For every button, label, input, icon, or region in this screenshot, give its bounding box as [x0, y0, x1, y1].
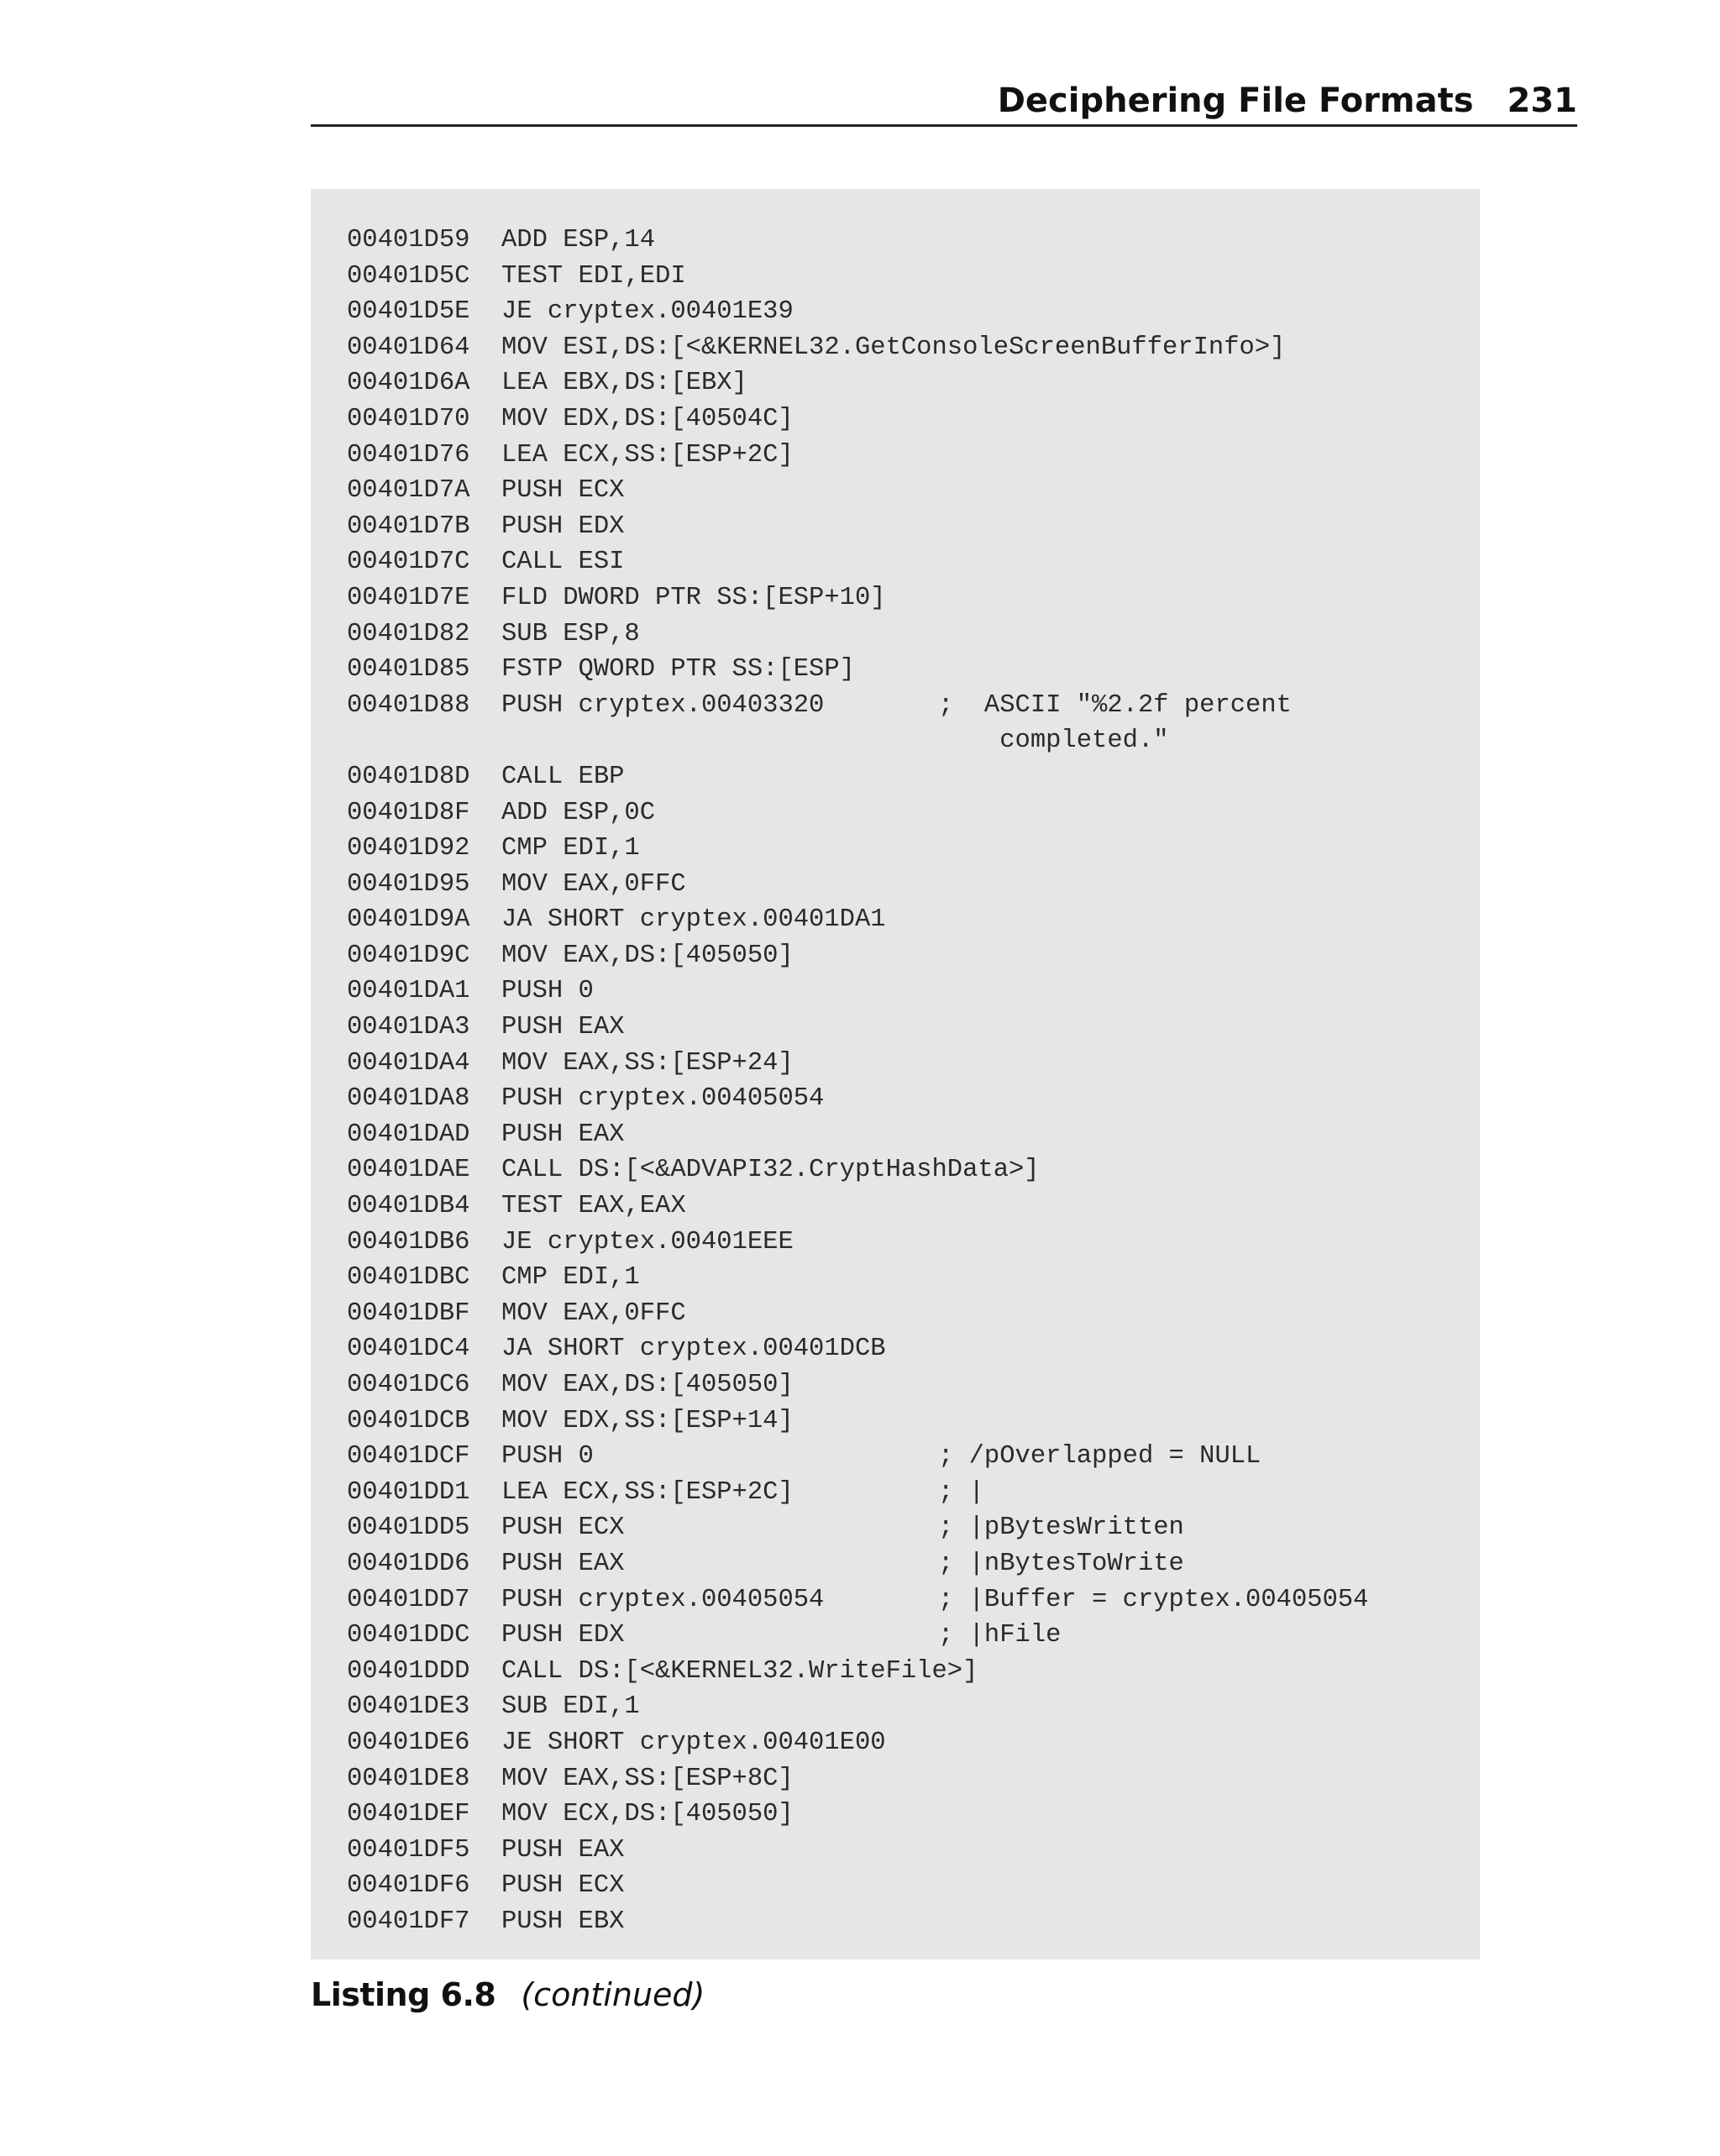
code-comment: ; |pBytesWritten [938, 1513, 1184, 1543]
code-line [347, 1260, 1368, 1296]
code-instruction: CALL ESI [501, 548, 625, 577]
code-line [347, 1904, 1368, 1940]
code-line [347, 509, 1368, 545]
code-instruction: PUSH EAX [501, 1013, 625, 1042]
code-address: 00401DEF [347, 1800, 470, 1829]
code-instruction: MOV EDX,DS:[40504C] [501, 404, 794, 433]
code-line [347, 1761, 1368, 1797]
code-address: 00401DDD [347, 1656, 470, 1686]
code-comment: ; ASCII "%2.2f percent [938, 690, 1292, 720]
code-line [347, 1725, 1368, 1761]
code-address: 00401D8D [347, 762, 470, 791]
code-instruction: PUSH ECX [501, 1871, 625, 1901]
code-line [347, 1152, 1368, 1188]
code-instruction: CALL DS:[<&ADVAPI32.CryptHashData>] [501, 1156, 1040, 1185]
code-line [347, 438, 1368, 474]
code-line [347, 223, 1368, 259]
code-instruction: FLD DWORD PTR SS:[ESP+10] [501, 583, 886, 612]
code-line [347, 1797, 1368, 1833]
code-address: 00401DB6 [347, 1227, 470, 1256]
code-line [347, 616, 1368, 653]
code-instruction: SUB ESP,8 [501, 619, 640, 648]
code-line [347, 1546, 1368, 1582]
code-instruction: PUSH 0 [501, 977, 594, 1006]
code-line [347, 652, 1368, 688]
code-instruction: LEA ECX,SS:[ESP+2C] [501, 440, 794, 469]
code-line [347, 1833, 1368, 1869]
code-comment: ; |Buffer = cryptex.00405054 [938, 1585, 1369, 1614]
code-line [347, 688, 1368, 724]
code-line [347, 1010, 1368, 1046]
code-instruction: MOV EDX,SS:[ESP+14] [501, 1406, 794, 1435]
code-address: 00401DA4 [347, 1048, 470, 1078]
code-instruction: PUSH 0 [501, 1442, 594, 1471]
code-address: 00401DD6 [347, 1549, 470, 1578]
code-instruction: PUSH EDX [501, 511, 625, 541]
code-address: 00401D8F [347, 798, 470, 827]
page-number: 231 [1507, 81, 1577, 120]
code-instruction: JE cryptex.00401E39 [501, 297, 794, 327]
code-line [347, 938, 1368, 974]
code-instruction: SUB EDI,1 [501, 1692, 640, 1722]
code-line [347, 294, 1368, 330]
code-address: 00401DAD [347, 1120, 470, 1149]
code-address: 00401DCB [347, 1406, 470, 1435]
code-instruction: MOV EAX,DS:[405050] [501, 941, 794, 970]
code-line [347, 973, 1368, 1010]
code-address: 00401DE6 [347, 1728, 470, 1757]
code-address: 00401DE8 [347, 1764, 470, 1793]
code-address: 00401D88 [347, 690, 470, 720]
code-instruction: TEST EDI,EDI [501, 261, 686, 291]
code-instruction: MOV EAX,SS:[ESP+24] [501, 1048, 794, 1078]
code-line [347, 1331, 1368, 1367]
code-address: 00401DD5 [347, 1513, 470, 1543]
code-line [347, 1081, 1368, 1117]
code-line [347, 544, 1368, 580]
code-instruction: JA SHORT cryptex.00401DCB [501, 1335, 886, 1364]
code-instruction [501, 723, 938, 759]
code-lines [347, 223, 1368, 1940]
code-address: 00401DC6 [347, 1371, 470, 1399]
code-address: 00401D7B [347, 511, 470, 541]
code-instruction: PUSH EDX [501, 1621, 625, 1650]
code-instruction: PUSH EBX [501, 1907, 625, 1936]
code-address: 00401DDC [347, 1621, 470, 1650]
code-address: 00401DBF [347, 1298, 470, 1328]
code-line [347, 1689, 1368, 1725]
code-address: 00401D59 [347, 226, 470, 254]
code-line [347, 580, 1368, 616]
code-instruction: PUSH ECX [501, 1513, 625, 1543]
caption-note: (continued) [521, 1976, 705, 2013]
code-line [347, 723, 1368, 759]
running-header [311, 77, 1577, 127]
code-address: 00401D82 [347, 619, 470, 648]
code-address: 00401DE3 [347, 1692, 470, 1722]
code-line [347, 902, 1368, 938]
code-address: 00401D9A [347, 905, 470, 935]
code-comment: completed." [938, 727, 1169, 756]
code-address [347, 723, 501, 759]
code-instruction: PUSH EAX [501, 1835, 625, 1865]
code-instruction: CALL EBP [501, 762, 625, 791]
code-address: 00401DA1 [347, 977, 470, 1006]
code-address: 00401DCF [347, 1442, 470, 1471]
code-line [347, 759, 1368, 795]
code-line [347, 1618, 1368, 1654]
code-line [347, 473, 1368, 509]
code-instruction: MOV ECX,DS:[405050] [501, 1800, 794, 1829]
code-line [347, 1475, 1368, 1511]
code-address: 00401DBC [347, 1263, 470, 1293]
code-instruction: CALL DS:[<&KERNEL32.WriteFile>] [501, 1656, 978, 1686]
code-line [347, 259, 1368, 295]
code-instruction: TEST EAX,EAX [501, 1192, 686, 1221]
code-address: 00401D70 [347, 404, 470, 433]
code-line [347, 1225, 1368, 1261]
code-line [347, 1188, 1368, 1225]
code-address: 00401DF7 [347, 1907, 470, 1936]
code-address: 00401DD1 [347, 1477, 470, 1507]
code-line [347, 1367, 1368, 1403]
code-instruction: PUSH cryptex.00403320 [501, 690, 825, 720]
code-line [347, 330, 1368, 366]
code-line [347, 365, 1368, 401]
code-line [347, 795, 1368, 831]
code-address: 00401D85 [347, 655, 470, 685]
code-instruction: JE cryptex.00401EEE [501, 1227, 794, 1256]
code-instruction: CMP EDI,1 [501, 834, 640, 863]
code-line [347, 1582, 1368, 1618]
code-line [347, 1439, 1368, 1475]
code-address: 00401D5E [347, 297, 470, 327]
code-comment: ; /pOverlapped = NULL [938, 1442, 1261, 1471]
code-instruction: LEA EBX,DS:[EBX] [501, 369, 747, 398]
code-comment: ; | [938, 1477, 984, 1507]
code-line [347, 831, 1368, 867]
code-address: 00401DF6 [347, 1871, 470, 1901]
code-instruction: FSTP QWORD PTR SS:[ESP] [501, 655, 855, 685]
code-instruction: ADD ESP,0C [501, 798, 656, 827]
code-address: 00401D7A [347, 476, 470, 506]
code-comment: ; |hFile [938, 1621, 1062, 1650]
code-instruction: CMP EDI,1 [501, 1263, 640, 1293]
code-instruction: MOV EAX,0FFC [501, 1298, 686, 1328]
code-line [347, 867, 1368, 903]
code-line [347, 1296, 1368, 1332]
code-instruction: MOV EAX,DS:[405050] [501, 1371, 794, 1399]
code-instruction: PUSH EAX [501, 1549, 625, 1578]
code-line [347, 1046, 1368, 1082]
code-address: 00401DA3 [347, 1013, 470, 1042]
code-address: 00401DB4 [347, 1192, 470, 1221]
section-title: Deciphering File Formats [997, 81, 1474, 120]
code-address: 00401D76 [347, 440, 470, 469]
code-instruction: ADD ESP,14 [501, 226, 656, 254]
code-line [347, 1117, 1368, 1153]
code-line [347, 1403, 1368, 1440]
code-address: 00401D7E [347, 583, 470, 612]
code-instruction: PUSH cryptex.00405054 [501, 1585, 825, 1614]
code-address: 00401D5C [347, 261, 470, 291]
code-address: 00401D95 [347, 869, 470, 899]
code-instruction: MOV ESI,DS:[<&KERNEL32.GetConsoleScreenBufferInfo>] [501, 333, 1286, 362]
code-comment: ; |nBytesToWrite [938, 1549, 1184, 1578]
code-instruction: MOV EAX,0FFC [501, 869, 686, 899]
code-line [347, 1868, 1368, 1904]
code-instruction: PUSH ECX [501, 476, 625, 506]
code-line [347, 1654, 1368, 1690]
code-instruction: PUSH EAX [501, 1120, 625, 1149]
code-address: 00401DF5 [347, 1835, 470, 1865]
code-instruction: JA SHORT cryptex.00401DA1 [501, 905, 886, 935]
code-line [347, 401, 1368, 438]
code-address: 00401D9C [347, 941, 470, 970]
code-line [347, 1510, 1368, 1546]
code-instruction: PUSH cryptex.00405054 [501, 1084, 825, 1114]
code-instruction: MOV EAX,SS:[ESP+8C] [501, 1764, 794, 1793]
code-address: 00401DAE [347, 1156, 470, 1185]
code-address: 00401DD7 [347, 1585, 470, 1614]
code-address: 00401DC4 [347, 1335, 470, 1364]
code-address: 00401D64 [347, 333, 470, 362]
code-instruction: LEA ECX,SS:[ESP+2C] [501, 1477, 794, 1507]
code-address: 00401D6A [347, 369, 470, 398]
code-address: 00401DA8 [347, 1084, 470, 1114]
caption-label: Listing 6.8 [311, 1976, 496, 2013]
listing-caption [311, 1970, 705, 2021]
code-address: 00401D92 [347, 834, 470, 863]
code-instruction: JE SHORT cryptex.00401E00 [501, 1728, 886, 1757]
code-address: 00401D7C [347, 548, 470, 577]
code-listing [311, 189, 1480, 1959]
